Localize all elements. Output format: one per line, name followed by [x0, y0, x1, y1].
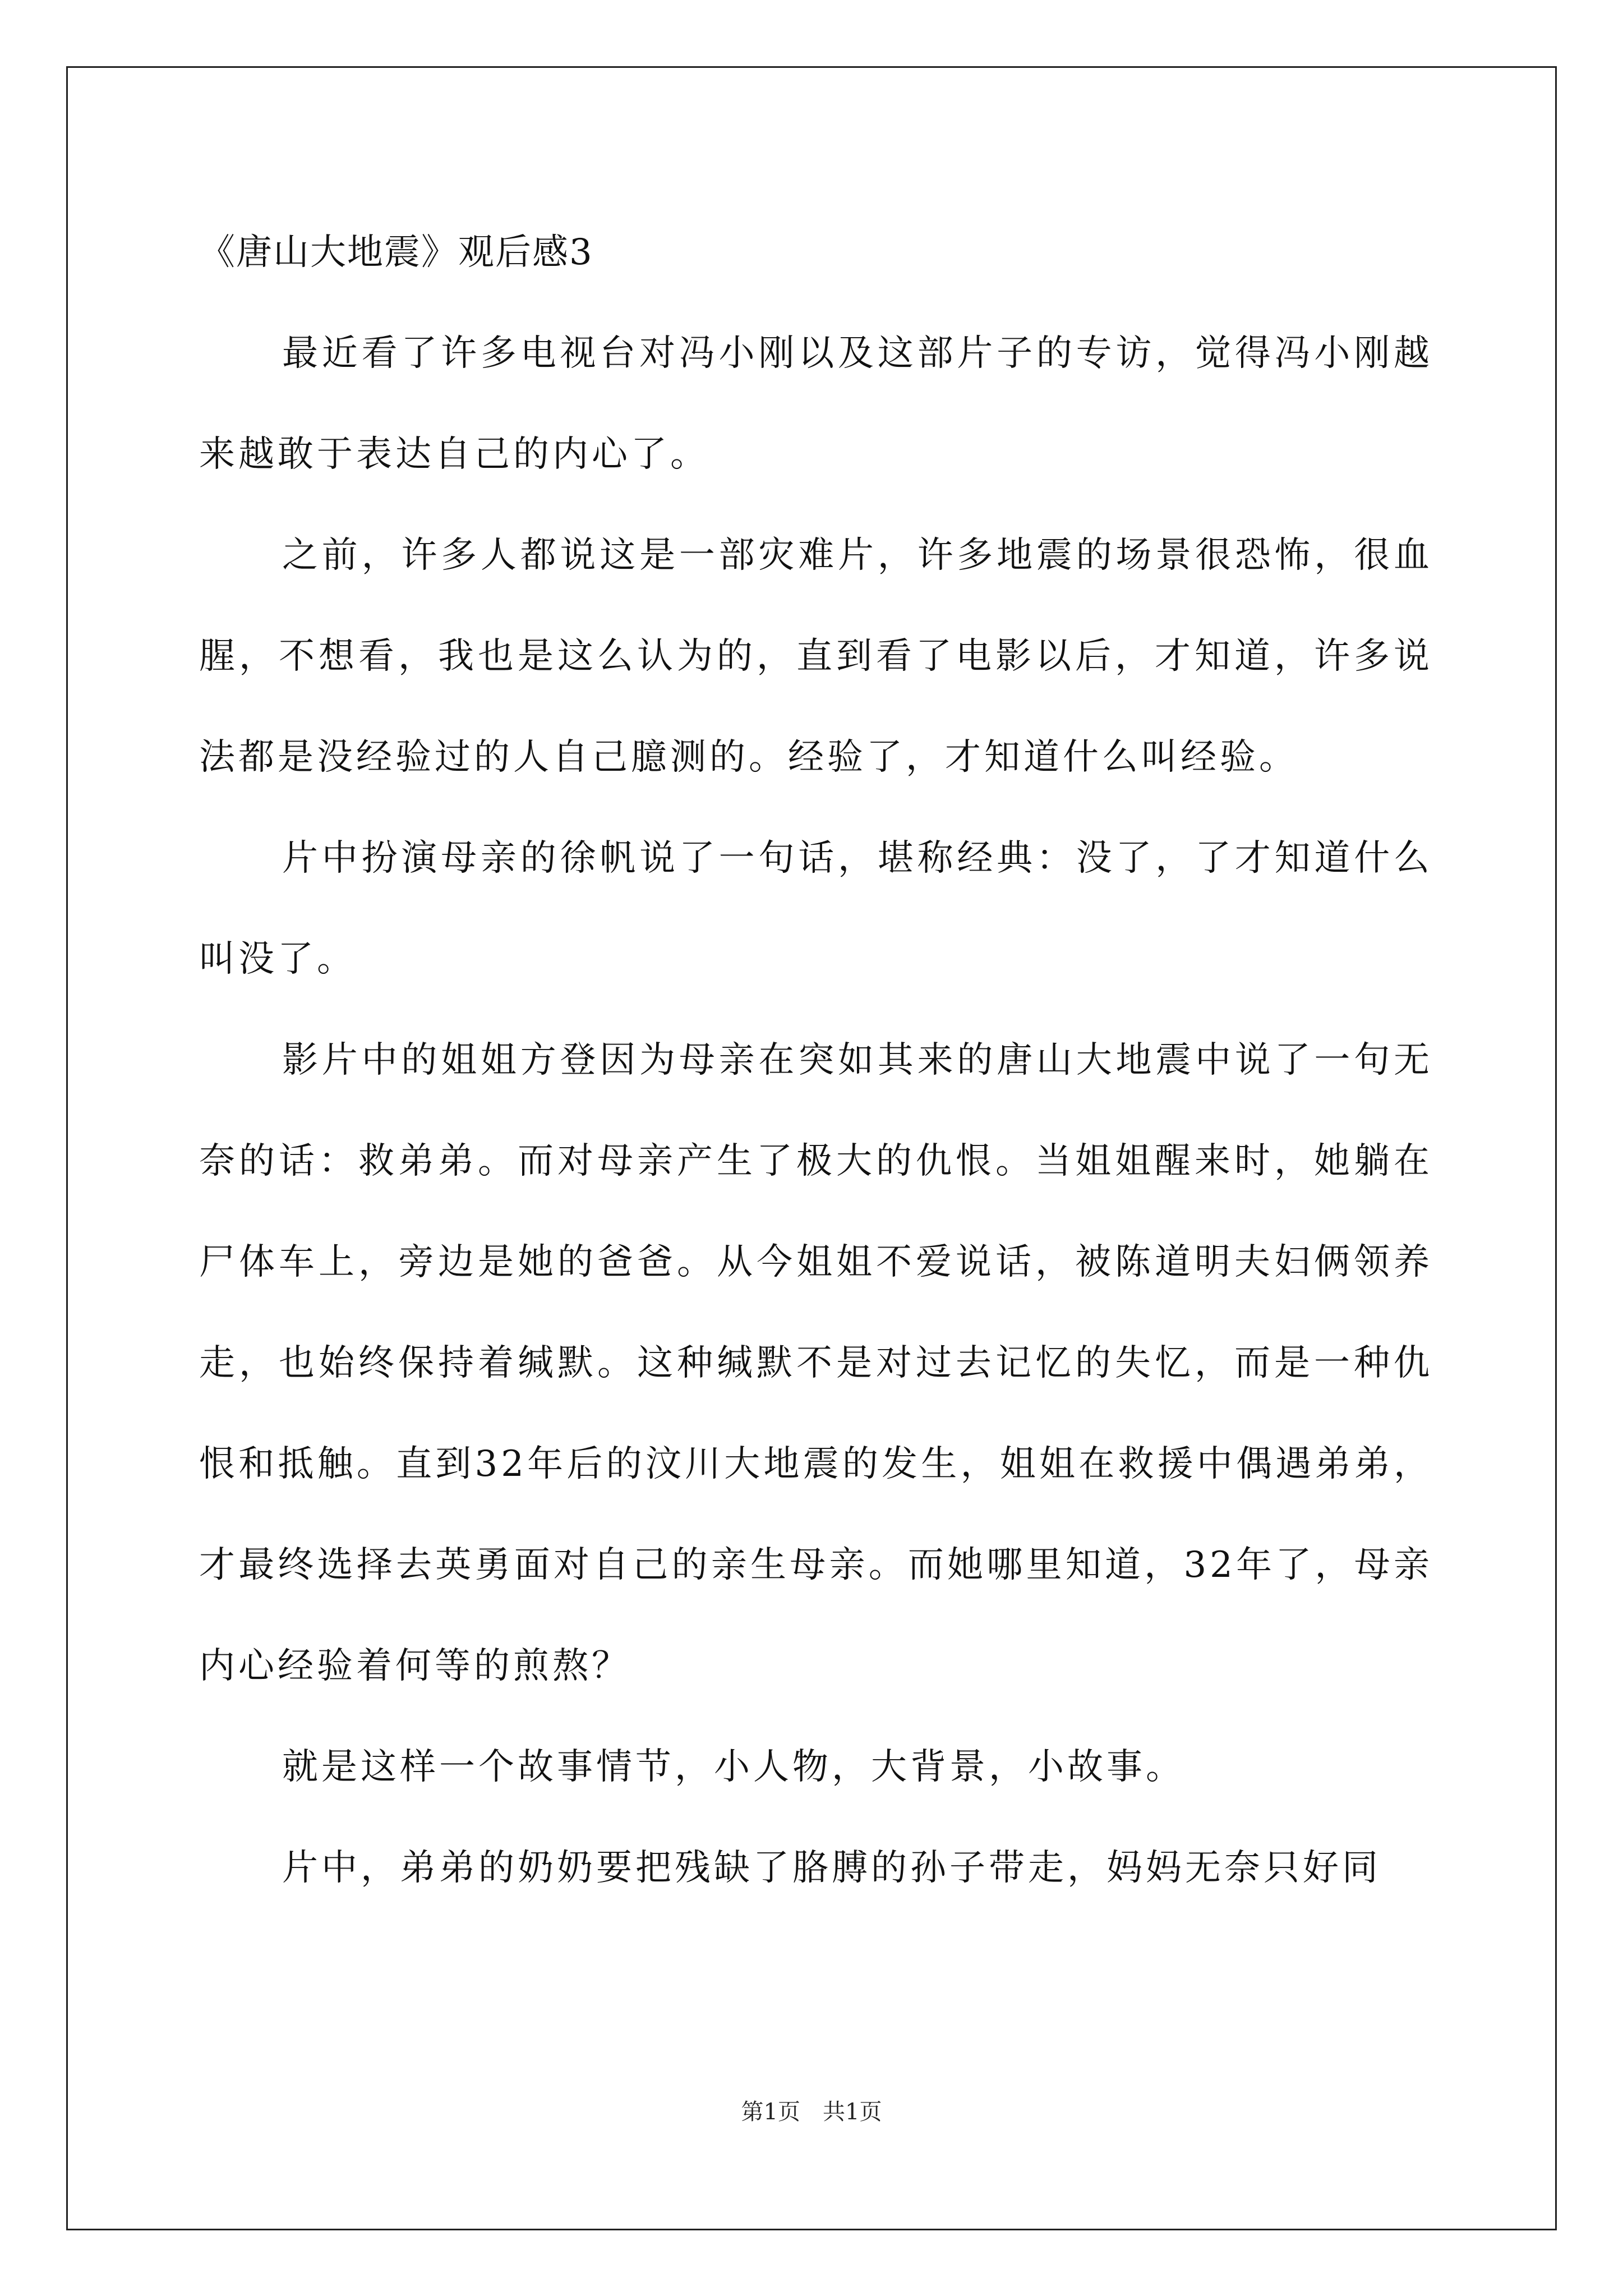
paragraph-5: 就是这样一个故事情节，小人物，大背景，小故事。: [282, 1746, 1185, 1788]
document-title: 《唐山大地震》观后感3: [199, 232, 593, 273]
paragraph-4: 影片中的姐姐方登因为母亲在突如其来的唐山大地震中说了一句无奈的话：救弟弟。而对母亲产生了极大的仇恨。当姐姐醒来时，她躺在尸体车上，旁边是她的爸爸。从今姐姐不爱说话，被陈道明夫妇俩领养走，也始终保持着缄默。这种缄默不是对过去记忆的失忆，而是一种仇恨和抵触。直到32年后的汶川大地震的发生，姐姐在救援中偶遇弟弟，才最终选择去英勇面对自己的亲生母亲。而她哪里知道，32年了，母亲内心经验着何等的煎熬？: [199, 1039, 1433, 1687]
paragraph-1: 最近看了许多电视台对冯小刚以及这部片子的专访，觉得冯小刚越来越敢于表达自己的内心了。: [199, 333, 1433, 475]
page-number-footer: 第1页 共1页: [741, 2099, 882, 2125]
paragraph-2: 之前，许多人都说这是一部灾难片，许多地震的场景很恐怖，很血腥，不想看，我也是这么认为的，直到看了电影以后，才知道，许多说法都是没经验过的人自己臆测的。经验了，才知道什么叫经验。: [199, 535, 1433, 778]
paragraph-3: 片中扮演母亲的徐帆说了一句话，堪称经典：没了，了才知道什么叫没了。: [199, 838, 1433, 980]
document-body: [199, 219, 1433, 1918]
paragraph-6: 片中，弟弟的奶奶要把残缺了胳膊的孙子带走，妈妈无奈只好同: [282, 1847, 1381, 1889]
